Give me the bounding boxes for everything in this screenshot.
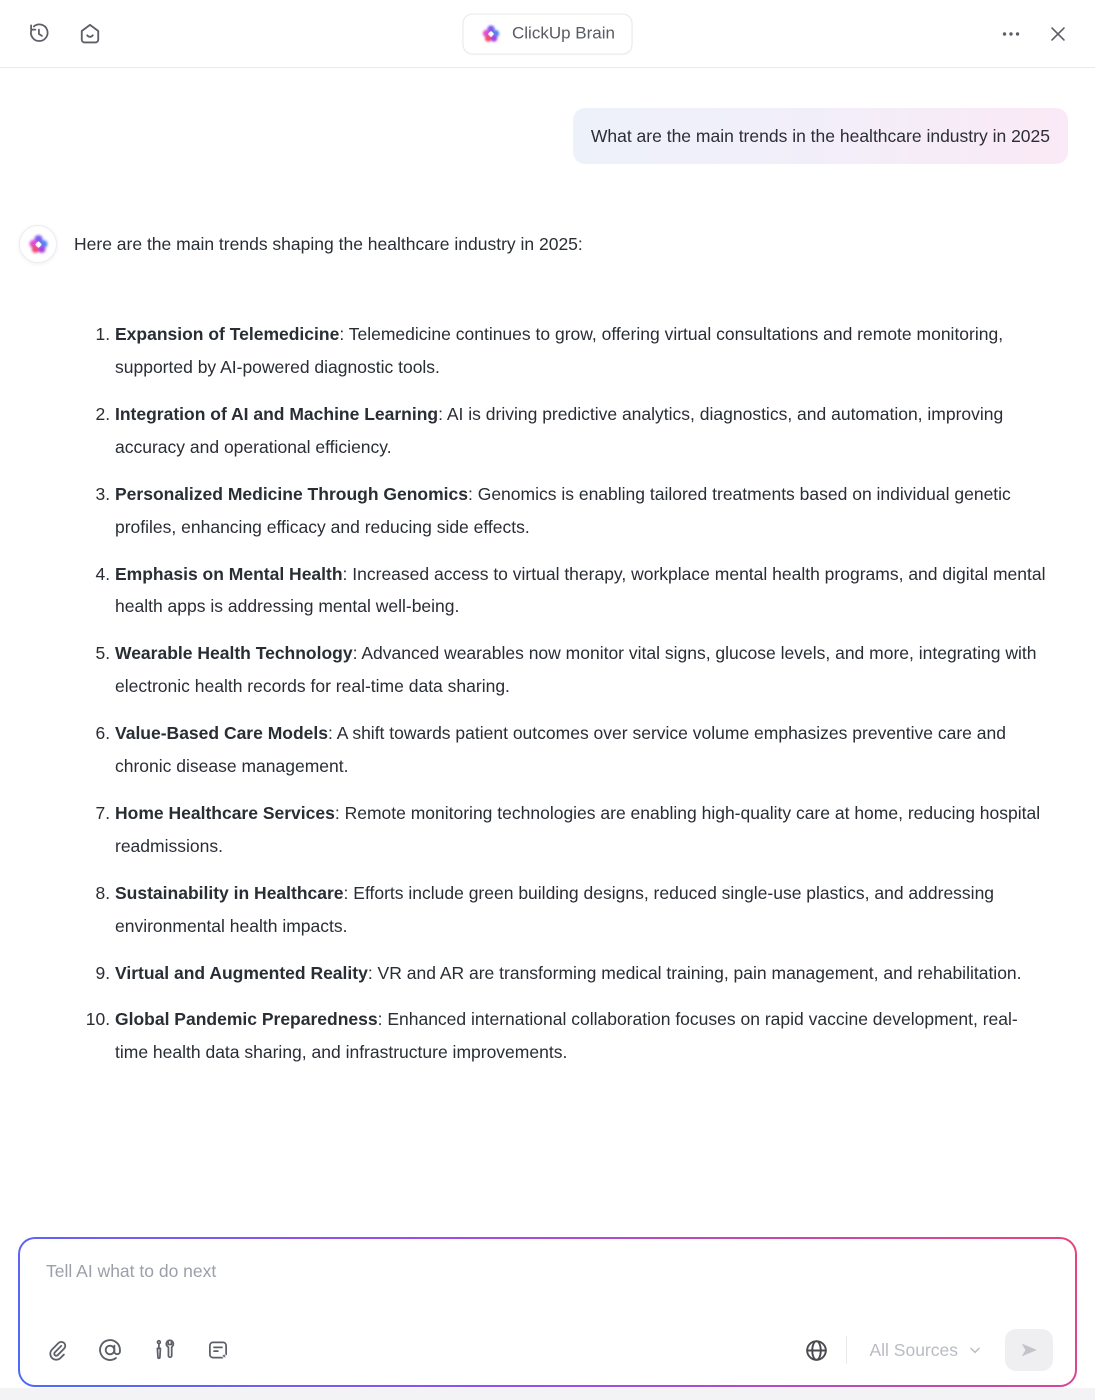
item-description: : Remote monitoring technologies are enabling high-quality care at home, reducing hospital readmissions. bbox=[115, 802, 1041, 856]
clickup-brain-badge bbox=[462, 13, 633, 54]
attach-icon bbox=[44, 1338, 69, 1363]
item-title: Emphasis on Mental Health bbox=[115, 563, 343, 584]
web-search-button[interactable] bbox=[803, 1337, 830, 1364]
prompt-templates-icon bbox=[205, 1337, 231, 1363]
send-button[interactable] bbox=[1005, 1329, 1053, 1371]
ellipsis-menu-icon bbox=[999, 22, 1023, 46]
item-title: Expansion of Telemedicine bbox=[115, 324, 340, 345]
item-title: Global Pandemic Preparedness bbox=[115, 1009, 378, 1030]
home-icon bbox=[77, 21, 103, 47]
avatar bbox=[19, 225, 57, 263]
composer-input[interactable] bbox=[44, 1255, 1053, 1329]
item-description: : AI is driving predictive analytics, diagnostics, and automation, improving accuracy and operational efficiency. bbox=[115, 404, 1004, 457]
item-title: Wearable Health Technology bbox=[115, 643, 353, 664]
item-description: : Enhanced international collaboration focuses on rapid vaccine development, real-time health data sharing, and infrastructure improvements. bbox=[115, 1009, 1018, 1063]
list-item bbox=[115, 957, 1047, 990]
list-item bbox=[115, 637, 1047, 703]
composer-inner bbox=[20, 1239, 1075, 1385]
attach-button[interactable] bbox=[44, 1338, 69, 1363]
web-icon bbox=[803, 1337, 830, 1364]
item-title: Value-Based Care Models bbox=[115, 723, 328, 744]
mention-button[interactable] bbox=[97, 1337, 123, 1363]
list-item bbox=[115, 797, 1047, 863]
sources-label: All Sources bbox=[869, 1339, 958, 1360]
item-description: : VR and AR are transforming medical training, pain management, and rehabilitation. bbox=[367, 962, 1022, 983]
send-icon bbox=[1017, 1338, 1041, 1362]
item-description: : Telemedicine continues to grow, offering virtual consultations and remote monitoring, supported by AI-powered diagnostic tools. bbox=[115, 324, 1004, 378]
item-title: Virtual and Augmented Reality bbox=[115, 962, 368, 983]
prompt-templates-button[interactable] bbox=[205, 1337, 231, 1363]
list-item bbox=[115, 717, 1047, 783]
list-item bbox=[115, 398, 1047, 464]
header-left-group bbox=[26, 21, 103, 47]
home-button[interactable] bbox=[77, 21, 103, 47]
item-description: : A shift towards patient outcomes over service volume emphasizes preventive care and chronic disease management. bbox=[115, 723, 1006, 777]
user-message-row bbox=[0, 68, 1095, 164]
item-title: Personalized Medicine Through Genomics bbox=[115, 483, 468, 504]
item-description: : Genomics is enabling tailored treatments based on individual genetic profiles, enhancing efficacy and reducing side effects. bbox=[115, 483, 1011, 537]
brain-badge-title: ClickUp Brain bbox=[512, 23, 615, 43]
clickup-brain-flower-icon bbox=[27, 233, 50, 256]
trend-list bbox=[0, 318, 1095, 1069]
composer-toolbar bbox=[44, 1329, 1053, 1371]
list-item bbox=[115, 318, 1047, 384]
divider bbox=[846, 1336, 847, 1364]
more-options-button[interactable] bbox=[999, 22, 1023, 46]
item-description: : Efforts include green building designs, reduced single-use plastics, and addressing environmental health impacts. bbox=[115, 882, 995, 936]
close-button[interactable] bbox=[1047, 23, 1069, 45]
assistant-intro-text: Here are the main trends shaping the healthcare industry in 2025: bbox=[74, 234, 583, 255]
page-background-strip bbox=[0, 1388, 1095, 1400]
history-icon bbox=[26, 21, 51, 46]
clickup-brain-flower-icon bbox=[480, 23, 501, 44]
chevron-down-icon bbox=[967, 1342, 983, 1358]
composer bbox=[18, 1237, 1077, 1387]
item-title: Sustainability in Healthcare bbox=[115, 882, 344, 903]
list-item bbox=[115, 558, 1047, 624]
user-message-bubble: What are the main trends in the healthcare industry in 2025 bbox=[573, 108, 1068, 164]
item-title: Integration of AI and Machine Learning bbox=[115, 404, 439, 425]
mention-icon bbox=[97, 1337, 123, 1363]
tools-button[interactable] bbox=[151, 1337, 177, 1363]
composer-right-group bbox=[803, 1329, 1053, 1371]
header bbox=[0, 0, 1095, 68]
history-button[interactable] bbox=[26, 21, 51, 46]
list-item bbox=[115, 1003, 1047, 1069]
item-description: : Increased access to virtual therapy, workplace mental health programs, and digital mental health apps is addressing mental well-being. bbox=[115, 563, 1046, 617]
sources-dropdown[interactable] bbox=[863, 1339, 989, 1362]
item-description: : Advanced wearables now monitor vital signs, glucose levels, and more, integrating with electronic health records for real-time data sharing. bbox=[115, 643, 1037, 697]
composer-tools-group bbox=[44, 1337, 231, 1363]
list-item bbox=[115, 478, 1047, 544]
assistant-message-row bbox=[0, 164, 1095, 263]
header-right-group bbox=[999, 22, 1069, 46]
close-icon bbox=[1047, 23, 1069, 45]
item-title: Home Healthcare Services bbox=[115, 802, 335, 823]
list-item bbox=[115, 877, 1047, 943]
tools-icon bbox=[151, 1337, 177, 1363]
